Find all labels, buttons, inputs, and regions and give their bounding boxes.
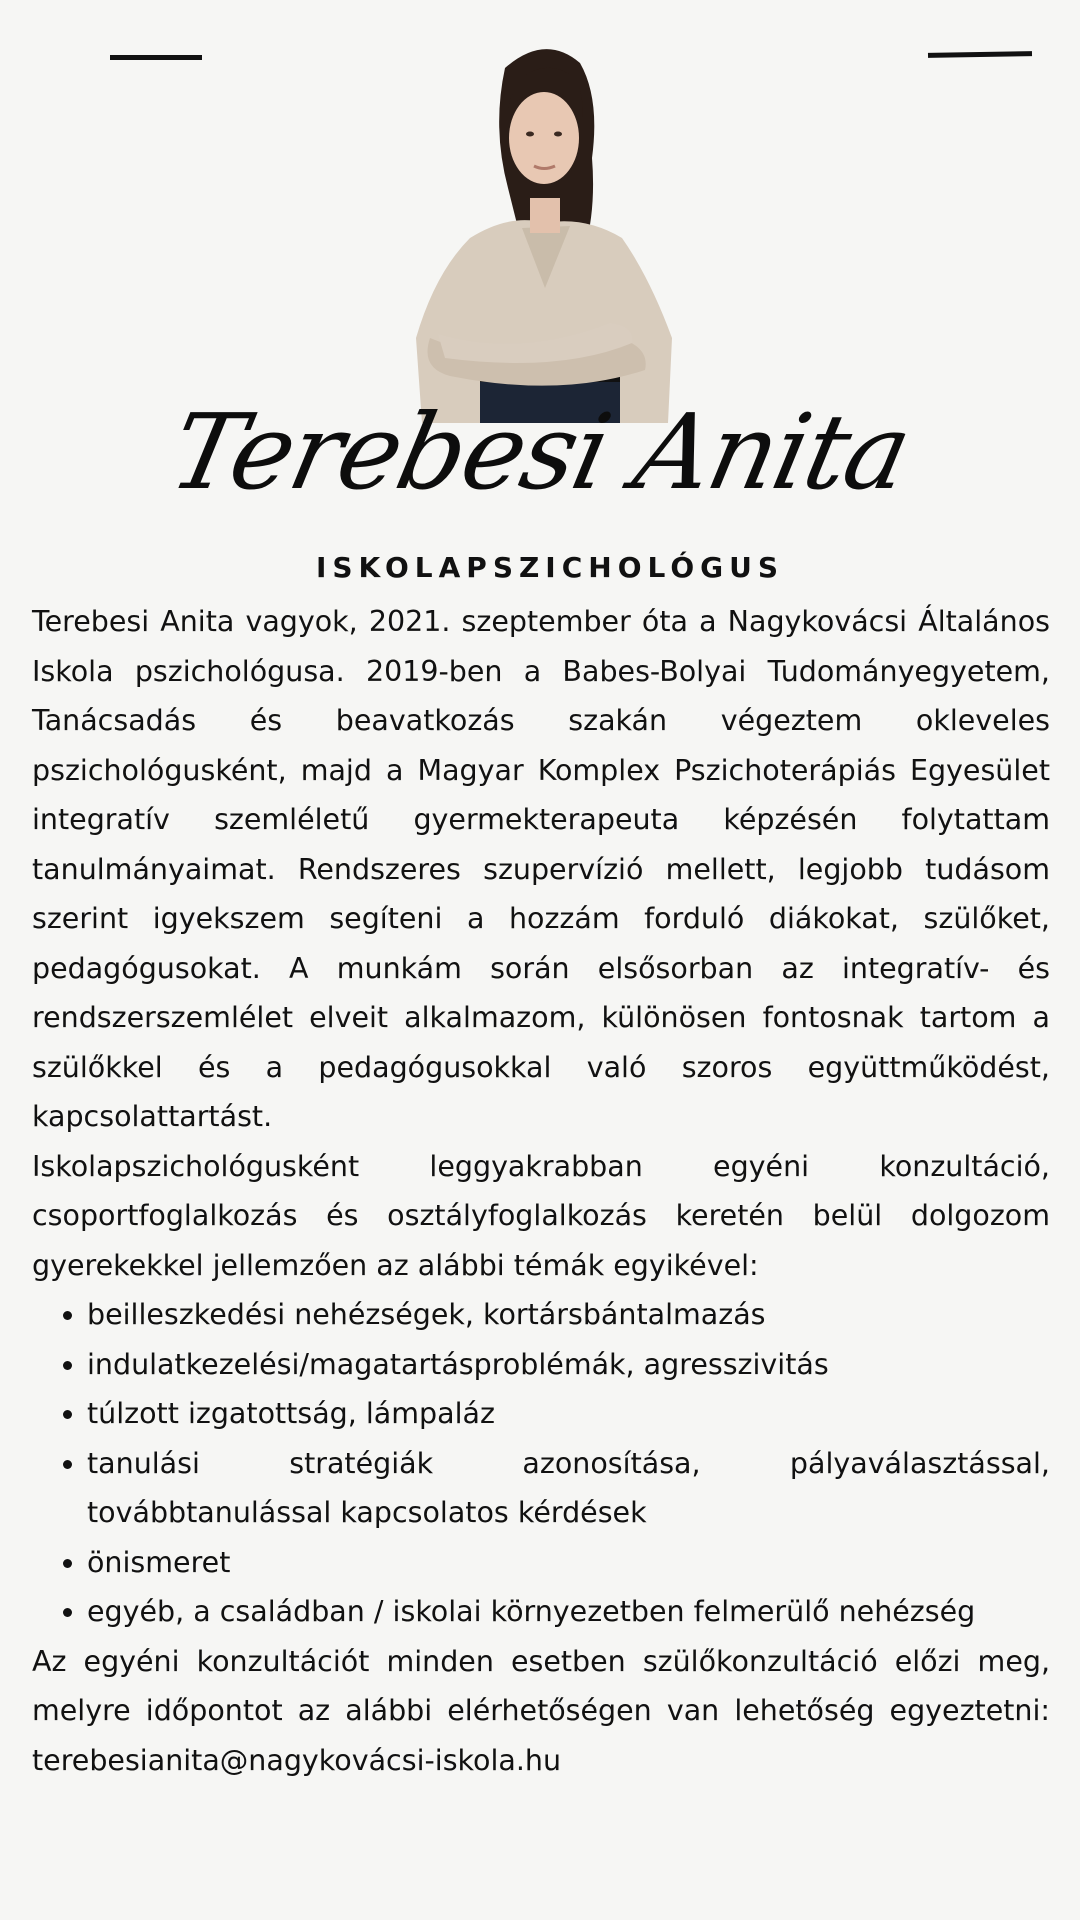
list-item: • önismeret	[87, 1538, 1050, 1588]
list-item: • egyéb, a családban / iskolai környezetben felmerülő nehézség	[87, 1587, 1050, 1637]
bio-paragraph-intro: Terebesi Anita vagyok, 2021. szeptember óta a Nagykovácsi Általános Iskola pszichológusa. 2019-ben a Babes-Bolyai Tudományegyetem, Tanácsadás és beavatkozás szakán végeztem okleveles pszichológusként, majd a Magyar Komplex Pszichoterápiás Egyesület integratív szemléletű gyermekterapeuta képzésén folytattam tanulmányaimat. Rendszeres szupervízió mellett, legjobb tudásom szerint igyekszem segíteni a hozzám forduló diákokat, szülőket, pedagógusokat. A munkám során elsősorban az integratív- és rendszerszemlélet elveit alkalmazom, különösen fontosnak tartom a szülőkkel és a pedagógusokkal való szoros együttműködést, kapcsolattartást.	[32, 605, 1050, 1133]
topics-list	[32, 1290, 1050, 1637]
bio-paragraph-contact: Az egyéni konzultációt minden esetben szülőkonzultáció előzi meg, melyre időpontot az alábbi elérhetőségen van lehetőség egyeztetni: terebesianita@nagykovácsi-iskola.hu	[32, 1644, 1050, 1777]
list-item: • indulatkezelési/magatartásproblémák, agresszivitás	[87, 1340, 1050, 1390]
bio-paragraph-work: Iskolapszichológusként leggyakrabban egyéni konzultáció, csoportfoglalkozás és osztályfoglalkozás keretén belül dolgozom gyerekekkel jellemzően az alábbi témák egyikével:	[32, 1149, 1050, 1282]
signature-name: Terebesi Anita	[160, 391, 920, 513]
portrait-photo	[410, 38, 680, 423]
bio-content	[32, 597, 1050, 1785]
list-item: • túlzott izgatottság, lámpaláz	[87, 1389, 1050, 1439]
decorative-line-right	[928, 51, 1032, 58]
decorative-line-left	[110, 55, 202, 60]
list-item: • tanulási stratégiák azonosítása, pályaválasztással, továbbtanulással kapcsolatos kérdések	[87, 1439, 1050, 1538]
page-subtitle: ISKOLAPSZICHOLÓGUS	[315, 551, 785, 584]
list-item: • beilleszkedési nehézségek, kortársbántalmazás	[87, 1290, 1050, 1340]
